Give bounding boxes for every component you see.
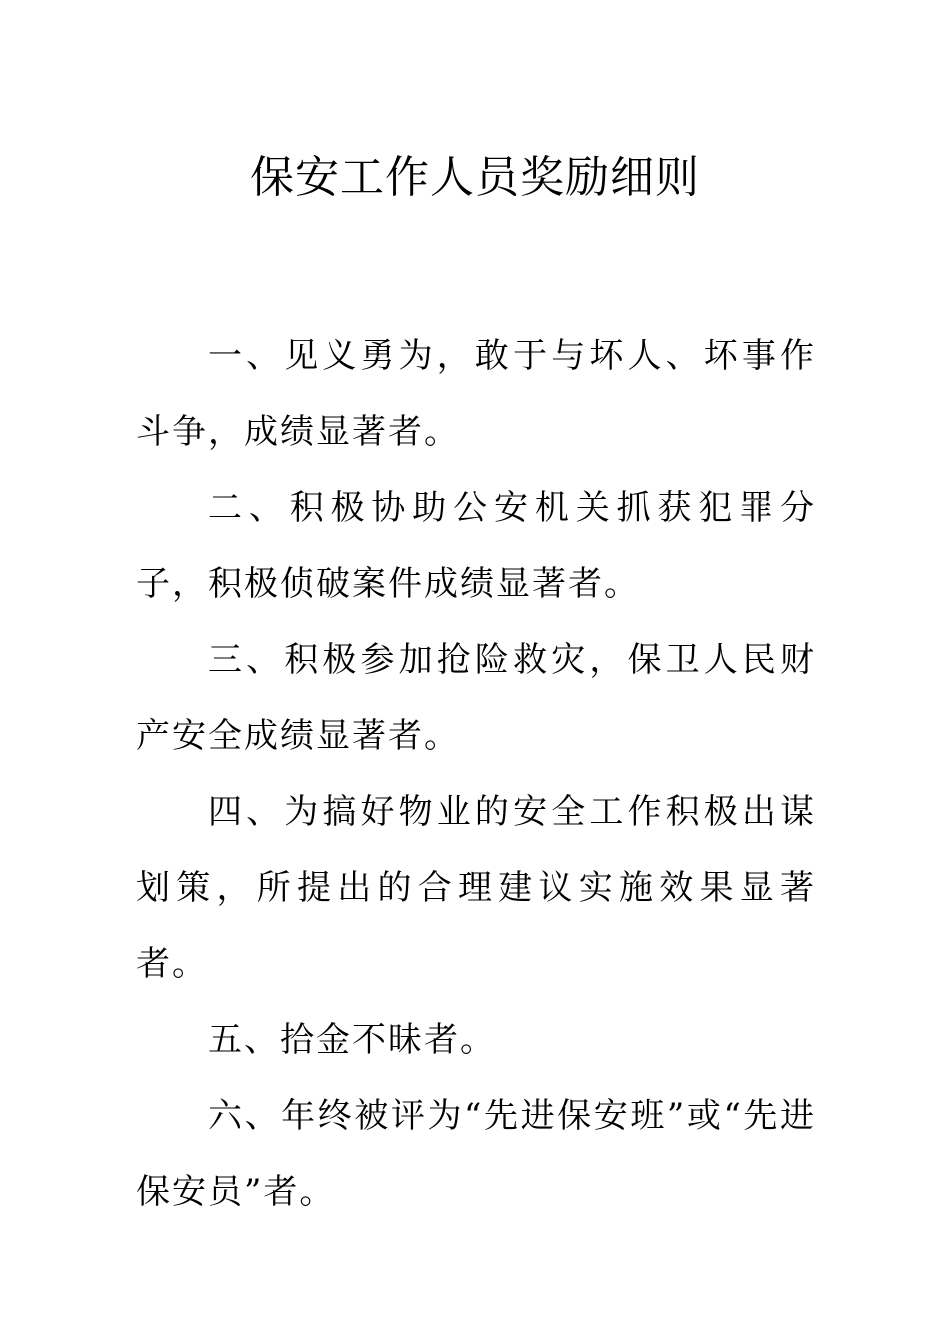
paragraph-4: 四、为搞好物业的安全工作积极出谋划策，所提出的合理建议实施效果显著者。 (136, 792, 816, 984)
paragraph-5: 五、拾金不昧者。 (208, 1020, 496, 1060)
paragraph-3: 三、积极参加抢险救灾，保卫人民财产安全成绩显著者。 (136, 640, 816, 756)
paragraph-1: 一、见义勇为，敢于与坏人、坏事作斗争，成绩显著者。 (136, 336, 816, 452)
paragraph-6: 六、年终被评为“先进保安班”或“先进保安员”者。 (136, 1096, 816, 1212)
paragraph-2: 二、积极协助公安机关抓获犯罪分子，积极侦破案件成绩显著者。 (136, 488, 816, 604)
document-title: 保安工作人员奖励细则 (250, 152, 700, 203)
document-body (136, 318, 816, 1230)
